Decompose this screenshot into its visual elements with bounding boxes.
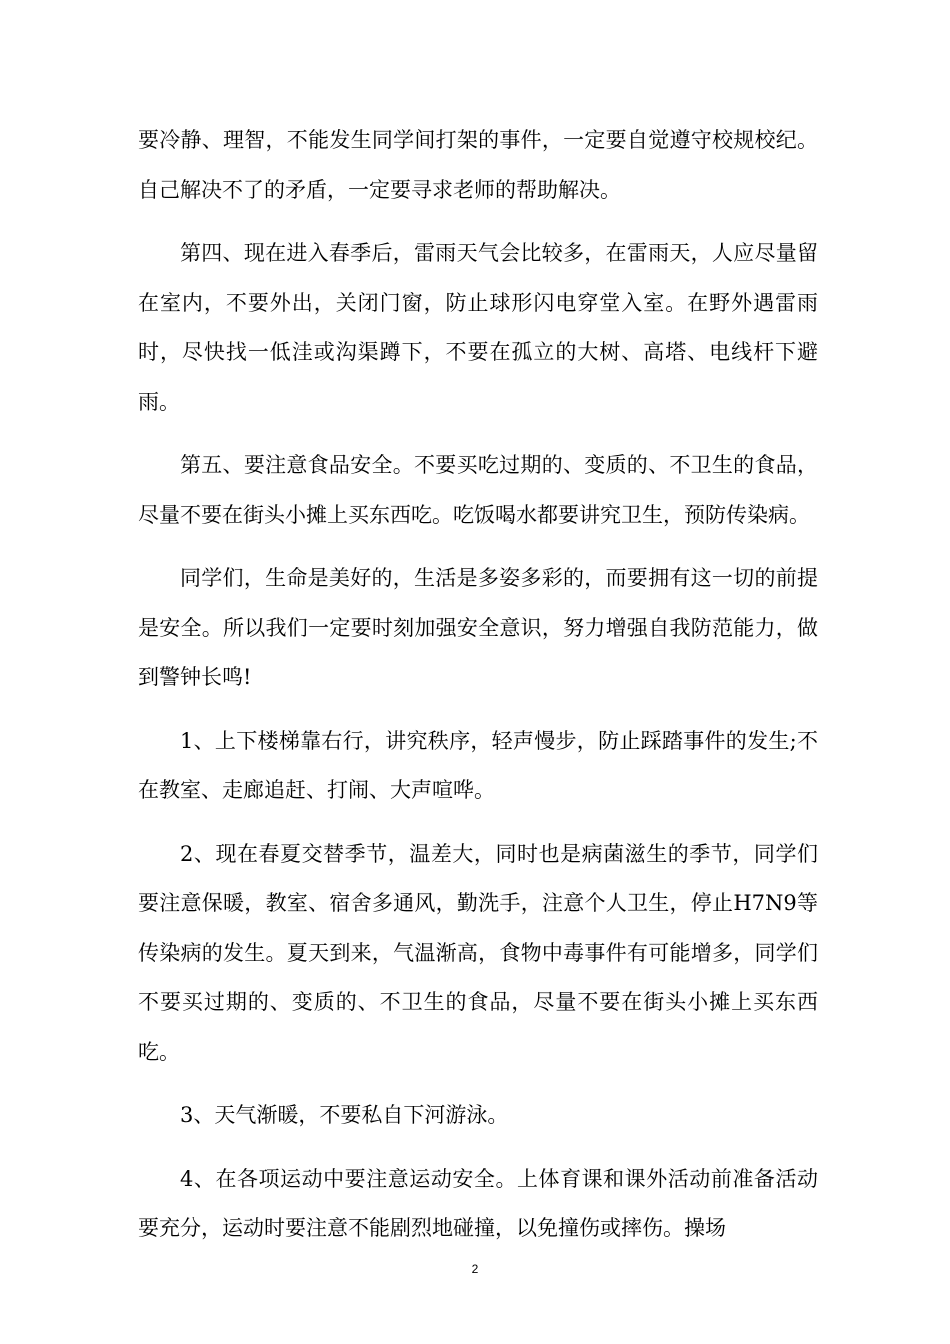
- page-number: 2: [471, 1262, 479, 1276]
- paragraph-4: 同学们，生命是美好的，生活是多姿多彩的，而要拥有这一切的前提是安全。所以我们一定要时刻加强安全意识，努力增强自我防范能力，做到警钟长鸣!: [138, 566, 818, 689]
- paragraph-2: 第四、现在进入春季后，雷雨天气会比较多，在雷雨天，人应尽量留在室内，不要外出，关闭门窗，防止球形闪电穿堂入室。在野外遇雷雨时，尽快找一低洼或沟渠蹲下，不要在孤立的大树、高塔、电线杆下避雨。: [138, 241, 818, 414]
- paragraph-8: 4、在各项运动中要注意运动安全。上体育课和课外活动前准备活动要充分，运动时要注意不能剧烈地碰撞，以免撞伤或摔伤。操场: [138, 1166, 818, 1240]
- paragraph-6: 2、现在春夏交替季节，温差大，同时也是病菌滋生的季节，同学们要注意保暖，教室、宿舍多通风，勤洗手，注意个人卫生，停止H7N9等传染病的发生。夏天到来，气温渐高，食物中毒事件有可能增多，同学们不要买过期的、变质的、不卫生的食品，尽量不要在街头小摊上买东西吃。: [138, 841, 818, 1064]
- document-body: [138, 116, 818, 1268]
- paragraph-7: 3、天气渐暖，不要私自下河游泳。: [180, 1103, 509, 1127]
- paragraph-5: 1、上下楼梯靠右行，讲究秩序，轻声慢步，防止踩踏事件的发生;不在教室、走廊追赶、打闹、大声喧哗。: [138, 728, 818, 802]
- paragraph-3: 第五、要注意食品安全。不要买吃过期的、变质的、不卫生的食品，尽量不要在街头小摊上买东西吃。吃饭喝水都要讲究卫生，预防传染病。: [138, 453, 818, 527]
- paragraph-1: 要冷静、理智，不能发生同学间打架的事件，一定要自觉遵守校规校纪。自己解决不了的矛盾，一定要寻求老师的帮助解决。: [138, 128, 818, 202]
